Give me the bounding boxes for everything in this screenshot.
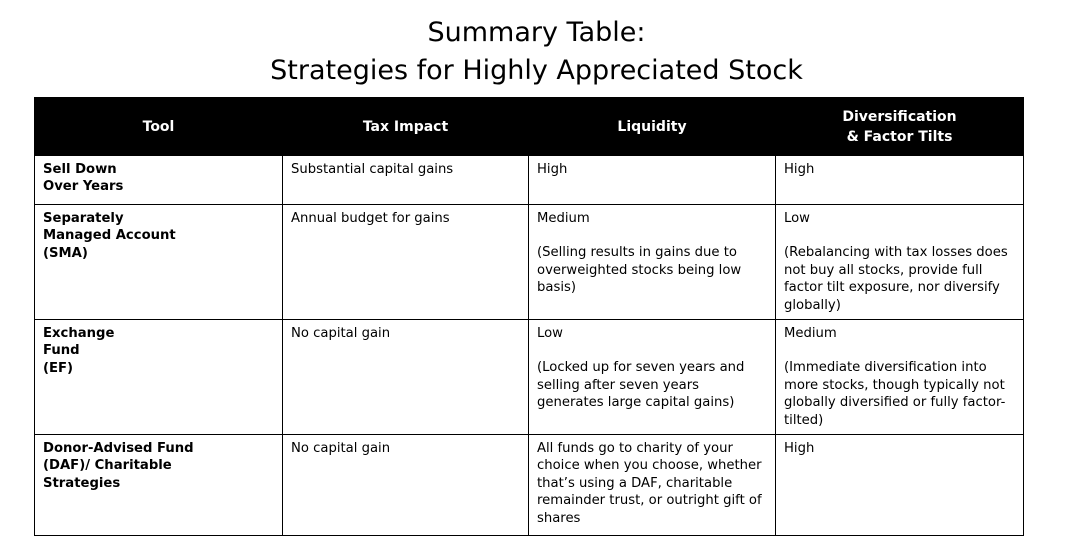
table-row: [35, 435, 1024, 536]
diversification-value: High: [784, 162, 815, 177]
header-liquidity: Liquidity: [529, 98, 776, 156]
title-line-2: Strategies for Highly Appreciated Stock: [270, 55, 803, 86]
tool-label: Donor-Advised Fund (DAF)/ Charitable Strategies: [43, 441, 194, 491]
header-diversification: [776, 98, 1024, 156]
tool-label: Separately Managed Account (SMA): [43, 211, 176, 261]
diversification-cell: [776, 435, 1024, 536]
header-tool: Tool: [35, 98, 283, 156]
tool-label: Exchange Fund (EF): [43, 326, 115, 376]
liquidity-cell: [529, 205, 776, 320]
table-row: [35, 205, 1024, 320]
liquidity-cell: [529, 435, 776, 536]
liquidity-value: Medium: [537, 211, 590, 226]
tool-cell: [35, 435, 283, 536]
tax-cell: No capital gain: [283, 435, 529, 536]
liquidity-cell: [529, 320, 776, 435]
diversification-value: Low: [784, 211, 810, 226]
liquidity-value: High: [537, 162, 568, 177]
header-diversification-label: Diversification & Factor Tilts: [842, 108, 957, 145]
header-tax-impact: Tax Impact: [283, 98, 529, 156]
tool-label: Sell Down Over Years: [43, 162, 124, 195]
table-row: [35, 320, 1024, 435]
title-line-1: Summary Table:: [427, 17, 646, 48]
diversification-value: High: [784, 441, 815, 456]
tax-cell: No capital gain: [283, 320, 529, 435]
tool-cell: [35, 320, 283, 435]
tool-cell: [35, 205, 283, 320]
summary-table: [34, 97, 1024, 536]
liquidity-value: Low: [537, 326, 563, 341]
liquidity-cell: [529, 156, 776, 205]
diversification-value: Medium: [784, 326, 837, 341]
liquidity-value: All funds go to charity of your choice when you choose, whether that’s using a DAF, charitable remainder trust, or outright gift of shares: [537, 441, 762, 526]
tool-cell: [35, 156, 283, 205]
tax-cell: Annual budget for gains: [283, 205, 529, 320]
liquidity-note: (Locked up for seven years and selling after seven years generates large capital gains): [537, 360, 745, 411]
diversification-cell: [776, 205, 1024, 320]
diversification-note: (Immediate diversification into more stocks, though typically not globally diversified or fully factor-tilted): [784, 360, 1006, 428]
tax-cell: Substantial capital gains: [283, 156, 529, 205]
page-title: [0, 14, 1073, 90]
diversification-cell: [776, 320, 1024, 435]
diversification-note: (Rebalancing with tax losses does not buy all stocks, provide full factor tilt exposure, nor diversify globally): [784, 245, 1008, 313]
liquidity-note: (Selling results in gains due to overweighted stocks being low basis): [537, 245, 742, 296]
diversification-cell: [776, 156, 1024, 205]
header-row: [35, 98, 1024, 156]
table-row: [35, 156, 1024, 205]
